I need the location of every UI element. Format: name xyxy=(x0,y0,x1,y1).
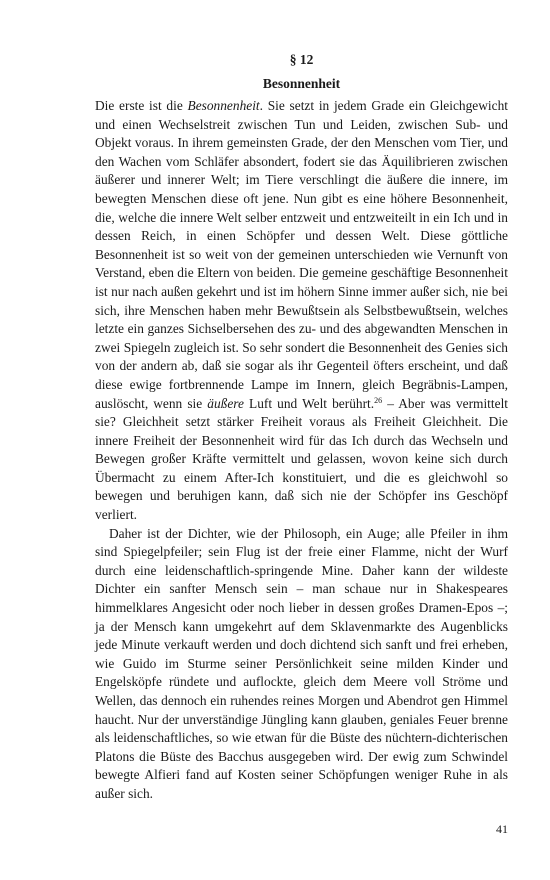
text-run: . Sie setzt in jedem Grade ein Gleichgewicht und einen Wechselstreit zwischen Tun und Leiden, zwischen Sub- und Objekt voraus. In ihrem gemeinsten Grade, der den Menschen vom Tier, und den Wachen vom Schläfer absondert, fodert sie das Äquilibrieren zwischen äußerer und innerer Welt; im Tiere verschlingt die äußere die innere, im bewegten Menschen diese oft jene. Nun gibt es eine höhere Besonnenheit, die, welche die innere Welt selber entzweit und entzweiteilt in ein Ich und in dessen Reich, in einen Schöpfer und dessen Welt. Diese göttliche Besonnenheit ist so weit von der gemeinen unterschieden wie Vernunft von Verstand, eben die Eltern von beiden. Die gemeine geschäftige Besonnenheit ist nur nach außen gekehrt und ist im höhern Sinne immer außer sich, nie bei sich, ihre Menschen haben mehr Bewußtsein als Selbstbewußtsein, welches letzte ein ganzes Sichselbersehen des zu- und des abgewandten Menschen in zwei Spiegeln zugleich ist. So sehr sondert die Besonnenheit des Genies sich von der andern ab, daß sie sogar als ihr Gegenteil öfters erscheint, und daß diese ewige fortbrennende Lampe im Innern, gleich Begräbnis-Lampen, auslöscht, wenn sie xyxy=(95,98,508,411)
book-page xyxy=(95,50,508,804)
section-number: § 12 xyxy=(289,52,314,67)
text-run: – Aber was vermittelt sie? Gleichheit setzt stärker Freiheit voraus als Freiheit Gleichheit. Die innere Freiheit der Besonnenheit wird für das Ich durch das Wechseln und Bewegen großer Kräfte vermittelt und gelassen, wovon keine sich durch Übermacht zu einem After-Ich konstituiert, und die es gleichwohl so bewegen und beruhigen kann, daß sich nie der Schöpfer ins Geschöpf verliert. xyxy=(95,395,509,523)
text-run: Luft und Welt berührt. xyxy=(243,395,375,411)
body-paragraph xyxy=(95,525,508,804)
body-paragraph xyxy=(95,97,508,525)
emphasis: Besonnenheit xyxy=(187,98,260,113)
text-run: Die erste ist die xyxy=(95,98,188,113)
footnote-ref: 26 xyxy=(374,395,383,405)
page-number: 41 xyxy=(496,822,508,836)
emphasis: äußere xyxy=(207,395,244,411)
section-title: Besonnenheit xyxy=(262,76,341,91)
text-run: Daher ist der Dichter, wie der Philosoph, ein Auge; alle Pfeiler in ihm sind Spiegelpfeiler; sein Flug ist der freie einer Flamme, nicht der Wurf durch eine leidenschaftlich-springende Mine. Daher kann der wildeste Dichter ein sanfter Mensch sein – man schaue nur in Shakespeares himmelklares Angesicht oder noch lieber in dessen großes Dramen-Epos –; ja der Mensch kann umgekehrt auf dem Sklavenmarkte des Augenblicks jede Minute verkauft werden und doch dichtend sich sanft und frei erheben, wie Guido im Sturme seiner Persönlichkeit seine milden Kinder und Engelsköpfe ründete und auflockte, gleich dem Meere voll Ströme und Wellen, das dennoch ein ruhendes reines Morgen und Abendrot gen Himmel haucht. Nur der unverständige Jüngling kann glauben, geniales Feuer brenne als leidenschaftliches, so wie etwan für die Büste des nüchtern-dichterischen Platons die Büste des Bacchus ausgegeben wird. Der ewig zum Schwindel bewegte Alfieri fand auf Kosten seiner Schöpfungen weniger Ruhe in als außer sich. xyxy=(95,525,508,801)
